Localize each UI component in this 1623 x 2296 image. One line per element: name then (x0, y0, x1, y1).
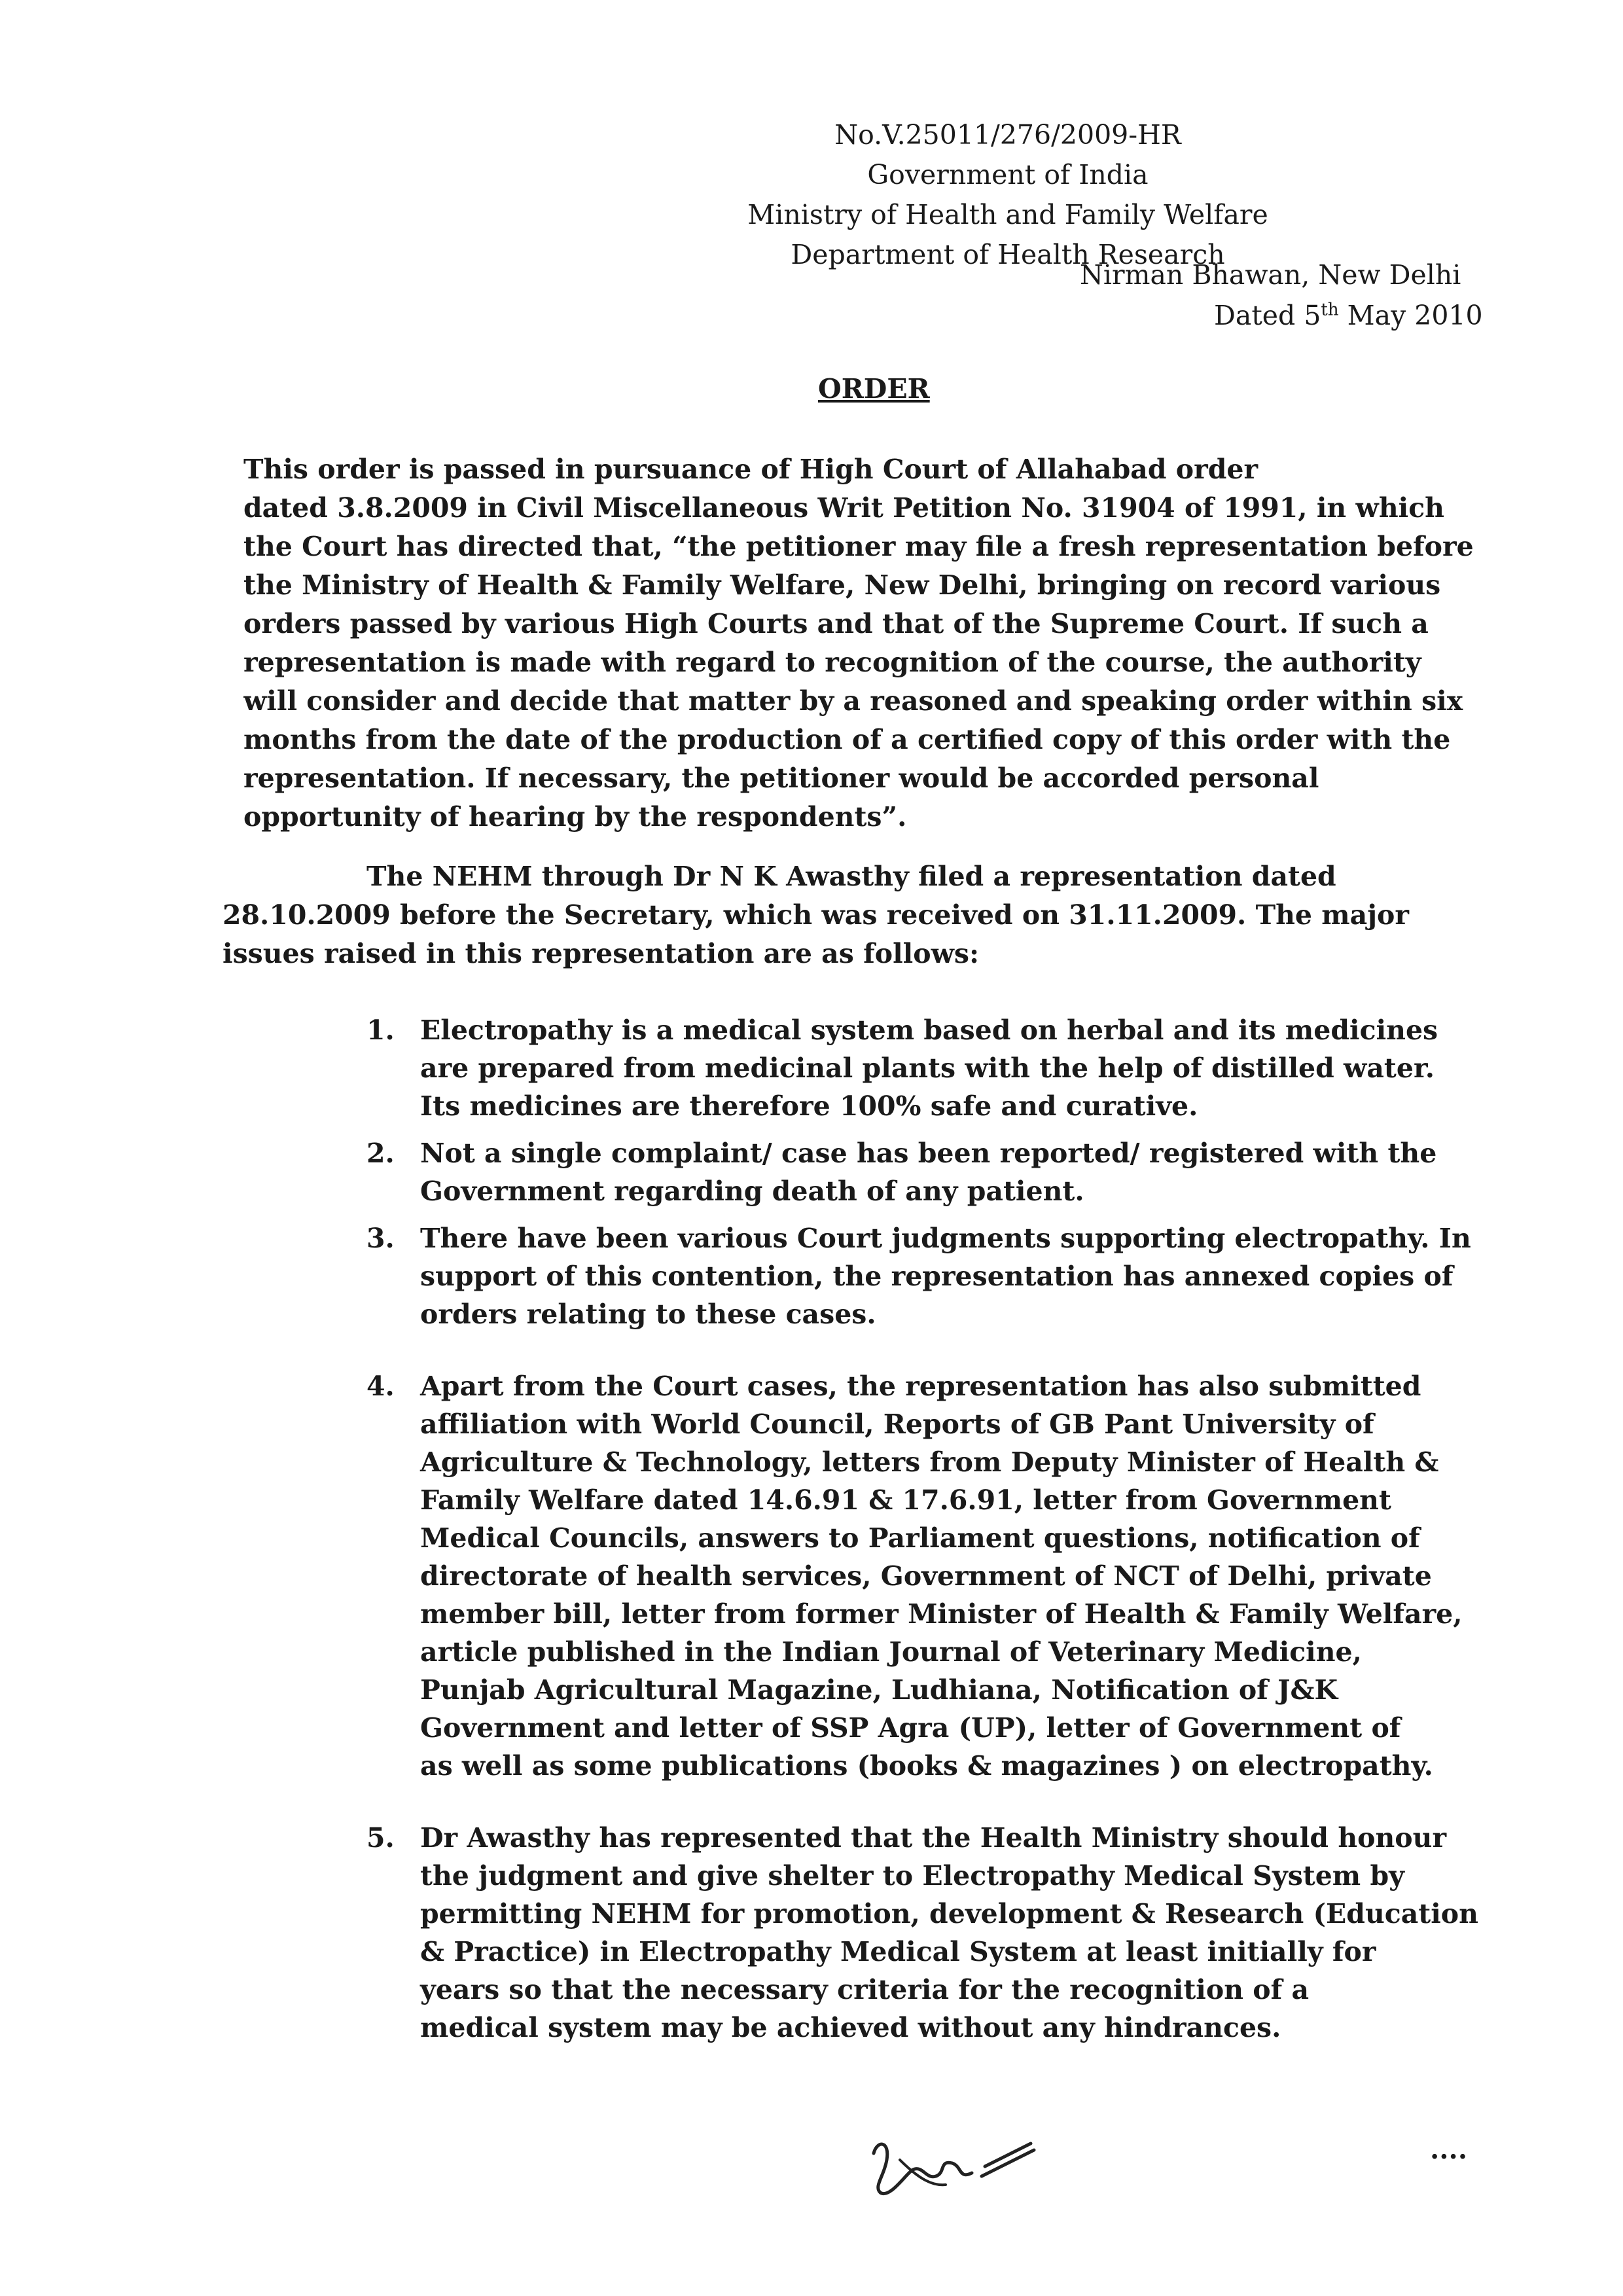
list-item (366, 1819, 1531, 2047)
paragraph-1 (243, 450, 1526, 836)
list-line: Its medicines are therefore 100% safe and curative. (420, 1090, 1198, 1122)
list-number: 1. (366, 1014, 395, 1046)
list-line: member bill, letter from former Minister of Health & Family Welfare, (420, 1598, 1463, 1630)
list-item (366, 1011, 1531, 1125)
list-line: years so that the necessary criteria for the recognition of a (420, 1974, 1310, 2005)
list-line: There have been various Court judgments supporting electropathy. In (420, 1223, 1471, 1254)
list-line: Electropathy is a medical system based on herbal and its medicines (420, 1014, 1438, 1046)
department-name: Department of Health Research (791, 239, 1225, 270)
list-line: Government regarding death of any patient. (420, 1175, 1084, 1207)
date-prefix: Dated 5 (1214, 300, 1321, 331)
date-suffix-sup: th (1321, 300, 1339, 320)
signature-icon (861, 2114, 1057, 2212)
list-line: Not a single complaint/ case has been reported/ registered with the (420, 1138, 1437, 1169)
list-line: Medical Councils, answers to Parliament questions, notification of (420, 1522, 1420, 1554)
letter-header (681, 115, 1335, 275)
government-name: Government of India (867, 159, 1149, 190)
place-line: Nirman Bhawan, New Delhi (1080, 259, 1461, 291)
list-line: Apart from the Court cases, the representation has also submitted (420, 1371, 1421, 1402)
paragraph-line: dated 3.8.2009 in Civil Miscellaneous Writ Petition No. 31904 of 1991, in which (243, 492, 1444, 524)
file-number: No.V.25011/276/2009-HR (834, 119, 1181, 151)
list-line: the judgment and give shelter to Electropathy Medical System by (420, 1860, 1404, 1892)
list-line: medical system may be achieved without any hindrances. (420, 2012, 1281, 2043)
list-line: directorate of health services, Government of NCT of Delhi, private (420, 1560, 1432, 1592)
list-line: Punjab Agricultural Magazine, Ludhiana, Notification of J&K (420, 1674, 1338, 1706)
list-line: Dr Awasthy has represented that the Health Ministry should honour (420, 1822, 1447, 1854)
list-line: as well as some publications (books & magazines ) on electropathy. (420, 1750, 1433, 1782)
paragraph-2 (223, 857, 1526, 973)
paragraph-line: 28.10.2009 before the Secretary, which was received on 31.11.2009. The major (223, 899, 1410, 931)
paragraph-line: representation. If necessary, the petitioner would be accorded personal (243, 762, 1319, 794)
list-line: & Practice) in Electropathy Medical System at least initially for (420, 1936, 1376, 1967)
list-number: 3. (366, 1223, 395, 1254)
paragraph-line: the Ministry of Health & Family Welfare, New Delhi, bringing on record various (243, 569, 1441, 601)
date-line (1214, 296, 1483, 336)
list-line: support of this contention, the representation has annexed copies of (420, 1261, 1454, 1292)
order-title: ORDER (818, 373, 930, 404)
list-number: 2. (366, 1138, 395, 1169)
paragraph-line: opportunity of hearing by the respondents”. (243, 801, 907, 833)
list-line: affiliation with World Council, Reports of GB Pant University of (420, 1408, 1374, 1440)
list-line: Family Welfare dated 14.6.91 & 17.6.91, letter from Government (420, 1484, 1391, 1516)
list-line: permitting NEHM for promotion, development & Research (Education (420, 1898, 1478, 1929)
paragraph-line: the Court has directed that, “the petitioner may file a fresh representation before (243, 531, 1474, 562)
paragraph-line: months from the date of the production of a certified copy of this order with the (243, 724, 1451, 755)
date-suffix: May 2010 (1338, 300, 1483, 331)
list-item (366, 1134, 1531, 1210)
list-item (366, 1219, 1531, 1333)
list-line: Government and letter of SSP Agra (UP), letter of Government of (420, 1712, 1401, 1744)
paragraph-line: orders passed by various High Courts and that of the Supreme Court. If such a (243, 608, 1429, 639)
ministry-name: Ministry of Health and Family Welfare (747, 199, 1268, 230)
paragraph-line: This order is passed in pursuance of High Court of Allahabad order (243, 454, 1258, 485)
paragraph-line: will consider and decide that matter by a reasoned and speaking order within six (243, 685, 1463, 717)
list-line: article published in the Indian Journal of Veterinary Medicine, (420, 1636, 1362, 1668)
issues-list (366, 1011, 1531, 2056)
list-number: 5. (366, 1822, 395, 1854)
list-line: are prepared from medicinal plants with the help of distilled water. (420, 1052, 1435, 1084)
continuation-marker: .... (1430, 2134, 1468, 2165)
paragraph-line: issues raised in this representation are as follows: (223, 938, 980, 969)
list-item (366, 1367, 1531, 1785)
list-line: orders relating to these cases. (420, 1299, 876, 1330)
paragraph-line: The NEHM through Dr N K Awasthy filed a representation dated (366, 861, 1336, 892)
list-number: 4. (366, 1371, 395, 1402)
paragraph-line: representation is made with regard to recognition of the course, the authority (243, 647, 1421, 678)
list-line: Agriculture & Technology, letters from Deputy Minister of Health & (420, 1446, 1439, 1478)
